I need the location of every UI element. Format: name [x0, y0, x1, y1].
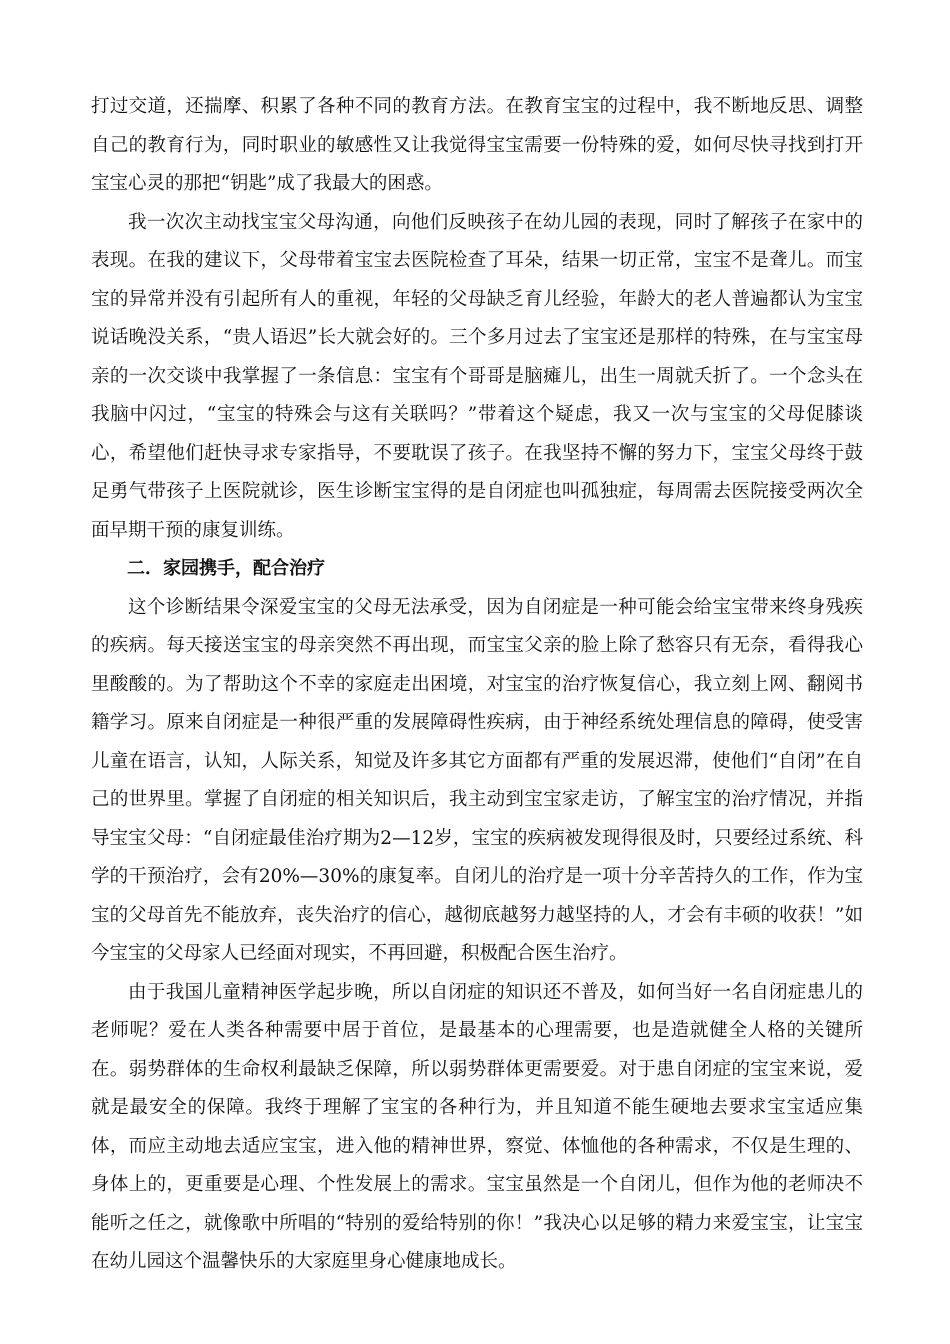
paragraph-diagnosis: 这个诊断结果令深爱宝宝的父母无法承受，因为自闭症是一种可能会给宝宝带来终身残疾的疾病。每天接送宝宝的母亲突然不再出现，而宝宝父亲的脸上除了愁容只有无奈，看得我心里酸酸的。为了帮助这个不幸的家庭走出困境，对宝宝的治疗恢复信心，我立刻上网、翻阅书籍学习。原来自闭症是一种很严重的发展障碍性疾病，由于神经系统处理信息的障碍，使受害儿童在语言，认知，人际关系，知觉及许多其它方面都有严重的发展迟滞，使他们“自闭”在自己的世界里。掌握了自闭症的相关知识后，我主动到宝宝家走访，了解宝宝的治疗情况，并指导宝宝父母：“自闭症最佳治疗期为2—12岁，宝宝的疾病被发现得很及时，只要经过系统、科学的干预治疗，会有20%—30%的康复率。自闭儿的治疗是一项十分辛苦持久的工作，作为宝宝的父母首先不能放弃，丧失治疗的信心，越彻底越努力越坚持的人，才会有丰硕的收获！”如今宝宝的父母家人已经面对现实，不再回避，积极配合医生治疗。	[91, 596, 863, 964]
paragraph-communication: 我一次次主动找宝宝父母沟通，向他们反映孩子在幼儿园的表现，同时了解孩子在家中的表现。在我的建议下，父母带着宝宝去医院检查了耳朵，结果一切正常，宝宝不是聋儿。而宝宝的异常并没有引起所有人的重视，年轻的父母缺乏育儿经验，年龄大的老人普遍都认为宝宝说话晚没关系，“贵人语迟”长大就会好的。三个多月过去了宝宝还是那样的特殊，在与宝宝母亲的一次交谈中我掌握了一条信息：宝宝有个哥哥是脑瘫儿，出生一周就夭折了。一个念头在我脑中闪过，“宝宝的特殊会与这有关联吗？”带着这个疑虑，我又一次与宝宝的父母促膝谈心，希望他们赶快寻求专家指导，不要耽误了孩子。在我坚持不懈的努力下，宝宝父母终于鼓足勇气带孩子上医院就诊，医生诊断宝宝得的是自闭症也叫孤独症，每周需去医院接受两次全面早期干预的康复训练。	[91, 211, 863, 541]
document-body	[91, 88, 863, 1282]
paragraph-love: 由于我国儿童精神医学起步晚，所以自闭症的知识还不普及，如何当好一名自闭症患儿的老师呢？爱在人类各种需要中居于首位，是最基本的心理需要，也是造就健全人格的关键所在。弱势群体的生命权利最缺乏保障，所以弱势群体更需要爱。对于患自闭症的宝宝来说，爱就是最安全的保障。我终于理解了宝宝的各种行为，并且知道不能生硬地去要求宝宝适应集体，而应主动地去适应宝宝，进入他的精神世界，察觉、体恤他的各种需求，不仅是生理的、身体上的，更重要是心理、个性发展上的需求。宝宝虽然是一个自闭儿，但作为他的老师决不能听之任之，就像歌中所唱的“特别的爱给特别的你！”我决心以足够的精力来爱宝宝，让宝宝在幼儿园这个温馨快乐的大家庭里身心健康地成长。	[91, 981, 863, 1272]
section-heading: 二．家园携手，配合治疗	[127, 558, 325, 579]
paragraph-continuation: 打过交道，还揣摩、积累了各种不同的教育方法。在教育宝宝的过程中，我不断地反思、调整自己的教育行为，同时职业的敏感性又让我觉得宝宝需要一份特殊的爱，如何尽快寻找到打开宝宝心灵的那把“钥匙”成了我最大的困惑。	[91, 96, 863, 194]
